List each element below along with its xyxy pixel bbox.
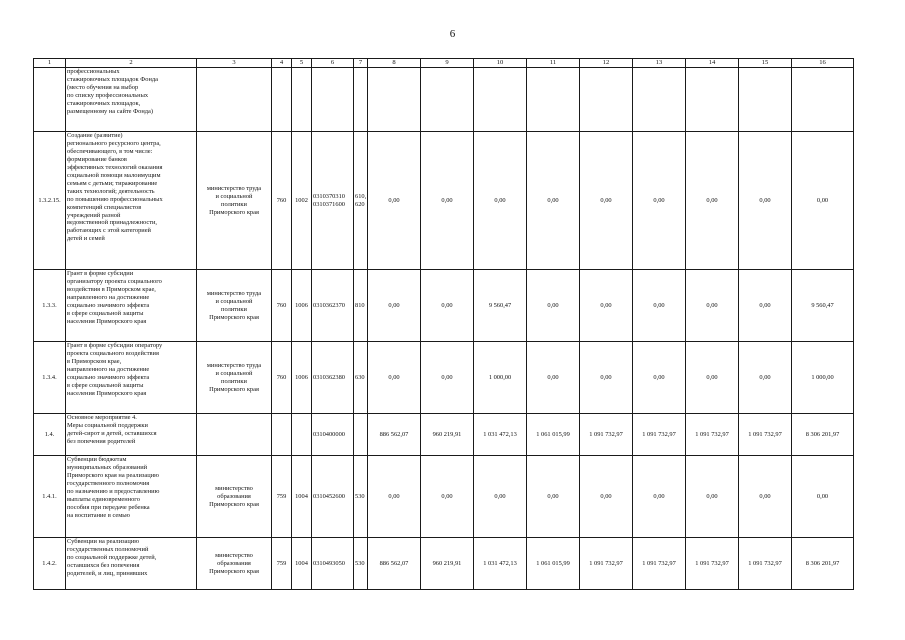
value-cell-col-9: 0,00	[421, 456, 474, 538]
ministry-code-cell	[272, 68, 292, 132]
value-cell-col-15: 0,00	[739, 270, 792, 342]
value-cell-col-11: 1 061 015,99	[527, 414, 580, 456]
expense-type-cell: 810	[354, 270, 368, 342]
value-cell-col-15	[739, 68, 792, 132]
header-cell-15: 15	[739, 59, 792, 68]
value-cell-col-13: 0,00	[633, 342, 686, 414]
header-cell-10: 10	[474, 59, 527, 68]
table-row	[34, 342, 854, 414]
value-cell-col-8: 0,00	[368, 342, 421, 414]
value-cell-col-12: 0,00	[580, 270, 633, 342]
value-cell-col-15: 1 091 732,97	[739, 538, 792, 590]
value-cell-col-9: 960 219,91	[421, 538, 474, 590]
header-cell-9: 9	[421, 59, 474, 68]
expense-type-cell	[354, 414, 368, 456]
value-cell-col-12: 0,00	[580, 132, 633, 270]
ministry-code-cell: 760	[272, 270, 292, 342]
header-cell-2: 2	[66, 59, 197, 68]
table-row	[34, 132, 854, 270]
row-number-cell: 1.3.3.	[34, 270, 66, 342]
value-cell-col-14: 0,00	[686, 132, 739, 270]
value-cell-col-10	[474, 68, 527, 132]
value-cell-col-9	[421, 68, 474, 132]
value-cell-col-11: 0,00	[527, 342, 580, 414]
section-code-cell: 1002	[292, 132, 312, 270]
value-cell-col-16: 0,00	[792, 132, 854, 270]
target-code-cell: 0310452600	[312, 456, 354, 538]
value-cell-col-13: 0,00	[633, 132, 686, 270]
header-cell-1: 1	[34, 59, 66, 68]
value-cell-col-13: 1 091 732,97	[633, 538, 686, 590]
expense-type-cell: 530	[354, 456, 368, 538]
target-code-cell	[312, 68, 354, 132]
value-cell-col-11: 0,00	[527, 132, 580, 270]
value-cell-col-11	[527, 68, 580, 132]
value-cell-col-12	[580, 68, 633, 132]
header-cell-5: 5	[292, 59, 312, 68]
value-cell-col-15: 0,00	[739, 342, 792, 414]
description-cell: профессиональных стажировочных площадок Фонда (место обучения на выбор по списку профессиональных стажировочных площадок, размещенному на сайте Фонда)	[66, 68, 197, 132]
value-cell-col-16: 1 000,00	[792, 342, 854, 414]
expense-type-cell: 610, 620	[354, 132, 368, 270]
table-body	[34, 59, 854, 590]
value-cell-col-14: 0,00	[686, 456, 739, 538]
table-row	[34, 538, 854, 590]
header-cell-6: 6	[312, 59, 354, 68]
value-cell-col-15: 0,00	[739, 132, 792, 270]
value-cell-col-10: 0,00	[474, 132, 527, 270]
section-code-cell	[292, 68, 312, 132]
section-code-cell: 1006	[292, 342, 312, 414]
target-code-cell: 0310370310 0310371600	[312, 132, 354, 270]
header-row	[34, 59, 854, 68]
ministry-code-cell: 760	[272, 132, 292, 270]
description-cell: Грант в форме субсидии оператору проекта социального воздействия в Приморском крае, направленного на достижение социально значимого эффекта в сфере социальной защиты населения Приморского края	[66, 342, 197, 414]
header-cell-13: 13	[633, 59, 686, 68]
value-cell-col-9: 0,00	[421, 270, 474, 342]
executor-cell: министерство образования Приморского края	[197, 456, 272, 538]
executor-cell: министерство труда и социальной политики Приморского края	[197, 132, 272, 270]
table-row	[34, 414, 854, 456]
value-cell-col-10: 1 031 472,13	[474, 414, 527, 456]
executor-cell: министерство труда и социальной политики Приморского края	[197, 342, 272, 414]
value-cell-col-14	[686, 68, 739, 132]
value-cell-col-16: 8 306 201,97	[792, 538, 854, 590]
value-cell-col-15: 1 091 732,97	[739, 414, 792, 456]
header-cell-4: 4	[272, 59, 292, 68]
budget-table	[33, 58, 854, 590]
value-cell-col-14: 1 091 732,97	[686, 414, 739, 456]
value-cell-col-13: 1 091 732,97	[633, 414, 686, 456]
ministry-code-cell	[272, 414, 292, 456]
header-cell-8: 8	[368, 59, 421, 68]
page-number: 6	[449, 28, 456, 40]
description-cell: Основное мероприятие 4. Меры социальной поддержки детей-сирот и детей, оставшихся без попечения родителей	[66, 414, 197, 456]
value-cell-col-12: 1 091 732,97	[580, 538, 633, 590]
value-cell-col-8	[368, 68, 421, 132]
value-cell-col-13: 0,00	[633, 456, 686, 538]
value-cell-col-14: 1 091 732,97	[686, 538, 739, 590]
value-cell-col-12: 0,00	[580, 456, 633, 538]
value-cell-col-10: 1 000,00	[474, 342, 527, 414]
row-number-cell	[34, 68, 66, 132]
value-cell-col-13: 0,00	[633, 270, 686, 342]
executor-cell: министерство образования Приморского края	[197, 538, 272, 590]
executor-cell: министерство труда и социальной политики Приморского края	[197, 270, 272, 342]
target-code-cell: 0310493050	[312, 538, 354, 590]
table-row	[34, 270, 854, 342]
table-row	[34, 68, 854, 132]
executor-cell	[197, 68, 272, 132]
value-cell-col-10: 1 031 472,13	[474, 538, 527, 590]
ministry-code-cell: 759	[272, 456, 292, 538]
value-cell-col-8: 886 562,07	[368, 414, 421, 456]
target-code-cell: 0310362370	[312, 270, 354, 342]
value-cell-col-11: 1 061 015,99	[527, 538, 580, 590]
ministry-code-cell: 759	[272, 538, 292, 590]
row-number-cell: 1.3.4.	[34, 342, 66, 414]
header-cell-16: 16	[792, 59, 854, 68]
value-cell-col-8: 0,00	[368, 132, 421, 270]
section-code-cell: 1004	[292, 456, 312, 538]
table-row	[34, 456, 854, 538]
description-cell: Создание (развитие) регионального ресурсного центра, обеспечивающего, в том числе: формирование банков эффективных технологий оказания социальной помощи малоимущим семьям с детьми; тиражирование таких технологий; деятельность по повышению профессиональных компетенций специалистов учреждений разной ведомственной принадлежности, работающих с этой категорией детей и семей	[66, 132, 197, 270]
value-cell-col-12: 1 091 732,97	[580, 414, 633, 456]
value-cell-col-9: 0,00	[421, 132, 474, 270]
value-cell-col-14: 0,00	[686, 270, 739, 342]
header-cell-12: 12	[580, 59, 633, 68]
value-cell-col-12: 0,00	[580, 342, 633, 414]
header-cell-7: 7	[354, 59, 368, 68]
description-cell: Субвенции бюджетам муниципальных образований Приморского края на реализацию государственного полномочия по назначению и предоставлению выплаты единовременного пособия при передаче ребенка на воспитание в семью	[66, 456, 197, 538]
value-cell-col-8: 0,00	[368, 270, 421, 342]
value-cell-col-9: 0,00	[421, 342, 474, 414]
expense-type-cell: 630	[354, 342, 368, 414]
section-code-cell: 1006	[292, 270, 312, 342]
value-cell-col-8: 886 562,07	[368, 538, 421, 590]
ministry-code-cell: 760	[272, 342, 292, 414]
header-cell-11: 11	[527, 59, 580, 68]
value-cell-col-16: 0,00	[792, 456, 854, 538]
value-cell-col-13	[633, 68, 686, 132]
value-cell-col-16	[792, 68, 854, 132]
value-cell-col-9: 960 219,91	[421, 414, 474, 456]
value-cell-col-15: 0,00	[739, 456, 792, 538]
value-cell-col-11: 0,00	[527, 270, 580, 342]
value-cell-col-10: 9 560,47	[474, 270, 527, 342]
description-cell: Грант в форме субсидии организатору проекта социального воздействия в Приморском крае, направленного на достижение социально значимого эффекта в сфере социальной защиты населения Приморского края	[66, 270, 197, 342]
value-cell-col-14: 0,00	[686, 342, 739, 414]
description-cell: Субвенции на реализацию государственных полномочий по социальной поддержке детей, оставшихся без попечения родителей, и лиц, принявших	[66, 538, 197, 590]
header-cell-3: 3	[197, 59, 272, 68]
value-cell-col-11: 0,00	[527, 456, 580, 538]
header-cell-14: 14	[686, 59, 739, 68]
row-number-cell: 1.4.2.	[34, 538, 66, 590]
value-cell-col-16: 8 306 201,97	[792, 414, 854, 456]
target-code-cell: 0310400000	[312, 414, 354, 456]
expense-type-cell	[354, 68, 368, 132]
value-cell-col-16: 9 560,47	[792, 270, 854, 342]
value-cell-col-8: 0,00	[368, 456, 421, 538]
value-cell-col-10: 0,00	[474, 456, 527, 538]
target-code-cell: 0310362380	[312, 342, 354, 414]
row-number-cell: 1.4.1.	[34, 456, 66, 538]
row-number-cell: 1.3.2.15.	[34, 132, 66, 270]
section-code-cell: 1004	[292, 538, 312, 590]
section-code-cell	[292, 414, 312, 456]
expense-type-cell: 530	[354, 538, 368, 590]
executor-cell	[197, 414, 272, 456]
row-number-cell: 1.4.	[34, 414, 66, 456]
